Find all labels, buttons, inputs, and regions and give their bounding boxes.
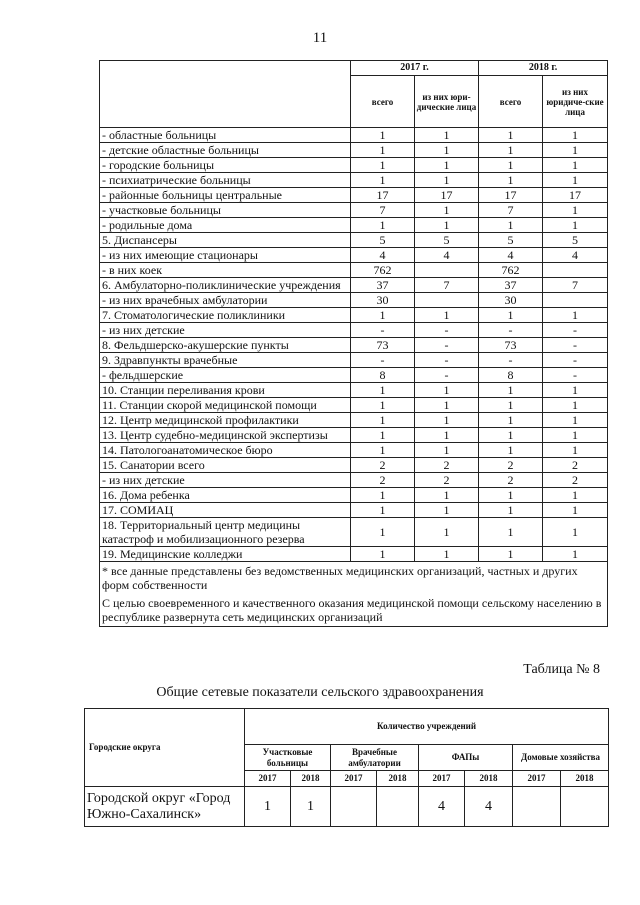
value-cell: 1 <box>479 383 543 398</box>
table-row <box>100 488 608 503</box>
value-cell: 1 <box>543 398 608 413</box>
value-cell: 1 <box>543 518 608 547</box>
group-header-4: Домовые хозяйства <box>513 745 609 771</box>
value-cell: 7 <box>415 278 479 293</box>
table-row <box>100 188 608 203</box>
value-cell: 1 <box>415 547 479 562</box>
value-cell: 4 <box>479 248 543 263</box>
table-row <box>100 443 608 458</box>
year-2018-header: 2018 г. <box>479 61 608 76</box>
value-cell: 1 <box>415 413 479 428</box>
value-cell: 1 <box>351 398 415 413</box>
year-header: 2018 <box>465 771 513 787</box>
value-cell: 1 <box>415 443 479 458</box>
value-cell: 1 <box>415 308 479 323</box>
value-cell: 5 <box>543 233 608 248</box>
value-cell: 1 <box>415 173 479 188</box>
value-cell: 8 <box>351 368 415 383</box>
value-cell: 1 <box>351 413 415 428</box>
value-cell: 762 <box>351 263 415 278</box>
value-cell: 7 <box>479 203 543 218</box>
row-label: 14. Патологоанатомическое бюро <box>100 443 351 458</box>
value-cell: 7 <box>351 203 415 218</box>
value-cell: 1 <box>415 218 479 233</box>
value-cell: 1 <box>245 787 291 827</box>
value-cell: 1 <box>415 143 479 158</box>
value-cell: 73 <box>351 338 415 353</box>
row-label: 17. СОМИАЦ <box>100 503 351 518</box>
value-cell: 17 <box>543 188 608 203</box>
value-cell: 1 <box>479 503 543 518</box>
value-cell: - <box>479 323 543 338</box>
value-cell: 1 <box>351 488 415 503</box>
value-cell: 1 <box>479 443 543 458</box>
row-label: 7. Стоматологические поликлиники <box>100 308 351 323</box>
table-row <box>100 428 608 443</box>
value-cell: 2 <box>543 473 608 488</box>
row-label: - в них коек <box>100 263 351 278</box>
row-label: - из них врачебных амбулатории <box>100 293 351 308</box>
value-cell: 1 <box>351 383 415 398</box>
row-label: - родильные дома <box>100 218 351 233</box>
table-row <box>100 338 608 353</box>
value-cell: 1 <box>479 518 543 547</box>
group-header-2: Врачебные амбулатории <box>331 745 419 771</box>
value-cell: 2 <box>479 473 543 488</box>
value-cell: 1 <box>479 128 543 143</box>
table-row <box>100 413 608 428</box>
row-label: 16. Дома ребенка <box>100 488 351 503</box>
table-row <box>100 248 608 263</box>
row-label: - областные больницы <box>100 128 351 143</box>
value-cell: 1 <box>543 503 608 518</box>
row-label: 5. Диспансеры <box>100 233 351 248</box>
year-header: 2017 <box>331 771 377 787</box>
table-row <box>100 143 608 158</box>
value-cell: 1 <box>543 488 608 503</box>
table-row <box>100 458 608 473</box>
value-cell: - <box>415 323 479 338</box>
value-cell: 1 <box>479 398 543 413</box>
value-cell: - <box>543 368 608 383</box>
value-cell <box>561 787 609 827</box>
value-cell: 1 <box>479 173 543 188</box>
table-row <box>100 263 608 278</box>
value-cell <box>377 787 419 827</box>
value-cell: 1 <box>415 503 479 518</box>
value-cell: 30 <box>351 293 415 308</box>
value-cell: 1 <box>351 518 415 547</box>
value-cell: - <box>415 353 479 368</box>
row-label: 12. Центр медицинской профилактики <box>100 413 351 428</box>
row-label: 18. Территориальный центр медицины катастроф и мобилизационного резерва <box>100 518 351 547</box>
table-row <box>100 218 608 233</box>
value-cell: 1 <box>351 503 415 518</box>
value-cell: 1 <box>479 547 543 562</box>
value-cell: 1 <box>351 173 415 188</box>
value-cell: 2 <box>415 473 479 488</box>
value-cell: 2 <box>351 458 415 473</box>
count-header: Количество учреждений <box>245 709 609 745</box>
year-header: 2017 <box>419 771 465 787</box>
value-cell: 1 <box>543 173 608 188</box>
value-cell: 1 <box>543 413 608 428</box>
value-cell: 1 <box>415 428 479 443</box>
value-cell: 30 <box>479 293 543 308</box>
value-cell: 1 <box>543 383 608 398</box>
value-cell: - <box>543 353 608 368</box>
value-cell: 1 <box>351 547 415 562</box>
value-cell: 762 <box>479 263 543 278</box>
value-cell: 1 <box>415 398 479 413</box>
value-cell <box>543 263 608 278</box>
value-cell: 4 <box>415 248 479 263</box>
table-row <box>100 278 608 293</box>
legal-2018-header: из них юридиче-ские лица <box>543 76 608 128</box>
value-cell: 1 <box>543 547 608 562</box>
value-cell: 1 <box>351 143 415 158</box>
intro-paragraph: С целью своевременного и качественного оказания медицинской помощи сельскому населению в республике развернута сеть медицинских организаций <box>100 594 608 627</box>
value-cell: 1 <box>543 203 608 218</box>
value-cell <box>331 787 377 827</box>
table-row <box>100 293 608 308</box>
value-cell: - <box>415 338 479 353</box>
value-cell <box>543 293 608 308</box>
table-row <box>100 383 608 398</box>
table-row <box>100 128 608 143</box>
value-cell: 1 <box>351 443 415 458</box>
row-label: 11. Станции скорой медицинской помощи <box>100 398 351 413</box>
value-cell: 1 <box>543 443 608 458</box>
value-cell: 1 <box>543 128 608 143</box>
value-cell: 1 <box>479 308 543 323</box>
value-cell: 8 <box>479 368 543 383</box>
value-cell: 1 <box>415 128 479 143</box>
empty-header-cell <box>100 61 351 128</box>
value-cell: 1 <box>479 428 543 443</box>
value-cell <box>513 787 561 827</box>
district-name: Городской округ «Город Южно-Сахалинск» <box>85 787 245 827</box>
group-header-3: ФАПы <box>419 745 513 771</box>
year-header: 2017 <box>245 771 291 787</box>
value-cell: 2 <box>415 458 479 473</box>
value-cell: 7 <box>543 278 608 293</box>
row-label: - из них детские <box>100 473 351 488</box>
total-2017-header: всего <box>351 76 415 128</box>
table-caption: Общие сетевые показатели сельского здравоохранения <box>156 685 484 700</box>
value-cell <box>415 293 479 308</box>
table-row <box>100 368 608 383</box>
value-cell: 4 <box>351 248 415 263</box>
facilities-table-body <box>100 128 608 562</box>
value-cell: 1 <box>479 488 543 503</box>
value-cell: 1 <box>351 218 415 233</box>
value-cell: 4 <box>465 787 513 827</box>
year-header: 2018 <box>377 771 419 787</box>
row-label: 6. Амбулаторно-поликлинические учреждения <box>100 278 351 293</box>
table-row <box>100 158 608 173</box>
value-cell: 1 <box>479 143 543 158</box>
row-label: - психиатрические больницы <box>100 173 351 188</box>
row-label: 15. Санатории всего <box>100 458 351 473</box>
row-label: - районные больницы центральные <box>100 188 351 203</box>
table-row <box>100 518 608 547</box>
table-row <box>100 398 608 413</box>
value-cell: - <box>351 353 415 368</box>
table-row <box>100 547 608 562</box>
value-cell: 1 <box>415 518 479 547</box>
table-row <box>100 473 608 488</box>
value-cell: 17 <box>479 188 543 203</box>
row-label: - участковые больницы <box>100 203 351 218</box>
value-cell: - <box>351 323 415 338</box>
value-cell: 2 <box>479 458 543 473</box>
table-row <box>100 173 608 188</box>
table-row <box>100 353 608 368</box>
value-cell <box>415 263 479 278</box>
total-2018-header: всего <box>479 76 543 128</box>
footnote: * все данные представлены без ведомственных медицинских организаций, частных и других форм собственности <box>100 562 608 595</box>
year-2017-header: 2017 г. <box>351 61 479 76</box>
value-cell: 1 <box>351 158 415 173</box>
row-label: 19. Медицинские колледжи <box>100 547 351 562</box>
value-cell: 73 <box>479 338 543 353</box>
row-label: - городские больницы <box>100 158 351 173</box>
value-cell: 1 <box>543 158 608 173</box>
table-row <box>100 308 608 323</box>
rural-network-table <box>84 708 609 827</box>
value-cell: 5 <box>351 233 415 248</box>
value-cell: 37 <box>351 278 415 293</box>
value-cell: - <box>543 338 608 353</box>
row-label: 10. Станции переливания крови <box>100 383 351 398</box>
table-row <box>100 203 608 218</box>
table-row <box>100 503 608 518</box>
value-cell: 1 <box>415 488 479 503</box>
value-cell: 1 <box>415 158 479 173</box>
row-label: - из них детские <box>100 323 351 338</box>
value-cell: 37 <box>479 278 543 293</box>
year-header: 2018 <box>291 771 331 787</box>
table-label: Таблица № 8 <box>523 662 600 677</box>
row-label: - фельдшерские <box>100 368 351 383</box>
value-cell: 4 <box>419 787 465 827</box>
row-label: - из них имеющие стационары <box>100 248 351 263</box>
year-header: 2017 <box>513 771 561 787</box>
row-label: 9. Здравпункты врачебные <box>100 353 351 368</box>
value-cell: 2 <box>351 473 415 488</box>
value-cell: 1 <box>543 218 608 233</box>
value-cell: 5 <box>479 233 543 248</box>
value-cell: 1 <box>479 413 543 428</box>
value-cell: 1 <box>543 308 608 323</box>
value-cell: 1 <box>543 428 608 443</box>
value-cell: 1 <box>351 308 415 323</box>
district-header: Городские округа <box>85 709 245 787</box>
row-label: - детские областные больницы <box>100 143 351 158</box>
value-cell: 1 <box>351 428 415 443</box>
row-label: 8. Фельдшерско-акушерские пункты <box>100 338 351 353</box>
value-cell: 1 <box>415 383 479 398</box>
value-cell: 1 <box>479 158 543 173</box>
value-cell: - <box>543 323 608 338</box>
year-header: 2018 <box>561 771 609 787</box>
value-cell: - <box>479 353 543 368</box>
value-cell: - <box>415 368 479 383</box>
value-cell: 1 <box>291 787 331 827</box>
value-cell: 4 <box>543 248 608 263</box>
value-cell: 17 <box>351 188 415 203</box>
table-row <box>100 233 608 248</box>
table-row <box>100 323 608 338</box>
value-cell: 17 <box>415 188 479 203</box>
value-cell: 2 <box>543 458 608 473</box>
value-cell: 1 <box>351 128 415 143</box>
row-label: 13. Центр судебно-медицинской экспертизы <box>100 428 351 443</box>
group-header-1: Участковые больницы <box>245 745 331 771</box>
legal-2017-header: из них юри-дические лица <box>415 76 479 128</box>
facilities-table <box>99 60 608 627</box>
value-cell: 1 <box>479 218 543 233</box>
value-cell: 1 <box>543 143 608 158</box>
value-cell: 1 <box>415 203 479 218</box>
page-number: 11 <box>312 30 328 46</box>
value-cell: 5 <box>415 233 479 248</box>
